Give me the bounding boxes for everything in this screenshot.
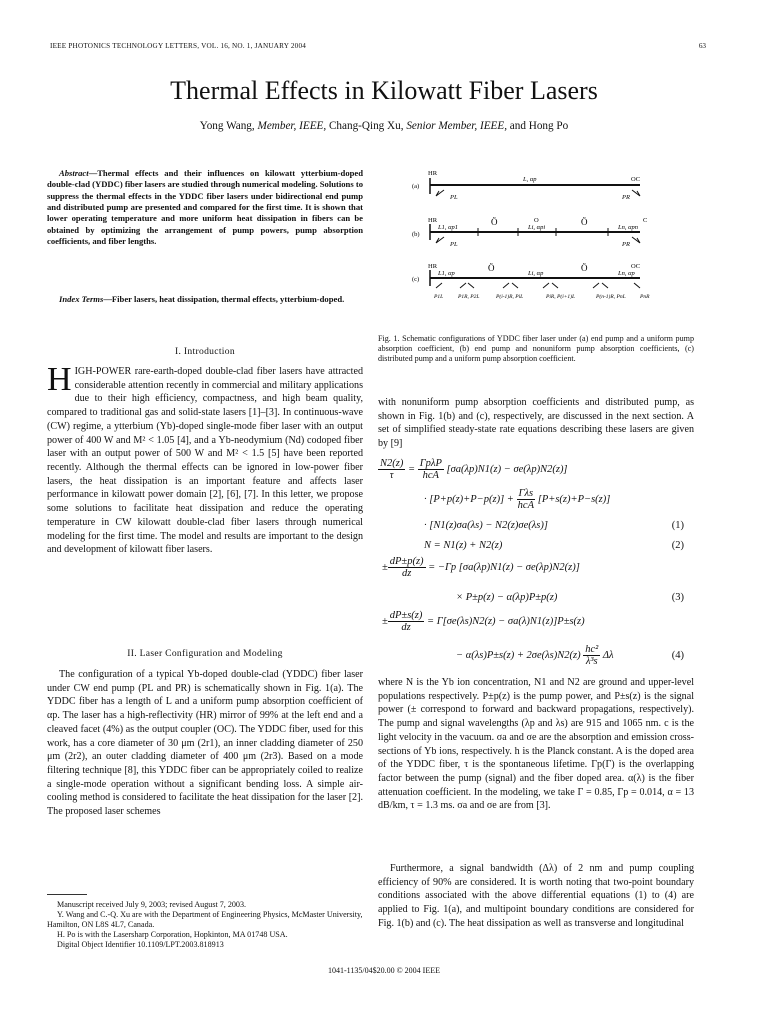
figure-1-schematic (378, 166, 694, 316)
author-3: and Hong Po (509, 120, 569, 132)
author-2-role: Senior Member, IEEE, (406, 120, 507, 132)
fig-b-l1: L1, αp1 (438, 224, 459, 231)
eq4-den: dz (401, 622, 411, 633)
copyright-footer: 1041-1135/04$20.00 © 2004 IEEE (328, 966, 440, 975)
equation-1-line-2 (424, 488, 610, 511)
fig-c-dots-1: Ö (488, 263, 495, 273)
eq4b-frac-den: λ³s (585, 656, 598, 667)
eq3-rest: = −Γp [σa(λp)N1(z) − σe(λp)N2(z)] (428, 561, 580, 573)
equation-1-line-1: $\frac{N2(z)}{\tau}$ = $\frac{\text{ΓpλP}}{\text{hcA}}$ [σa(λp)N1(z) − σe(λp)N2(z)] (380, 458, 568, 481)
fig-c-pump-5: P(n-1)R, PnL (596, 294, 626, 300)
abstract-label: Abstract (59, 168, 89, 178)
eq3-den: dz (401, 568, 412, 579)
section-2-heading: II. Laser Configuration and Modeling (127, 648, 283, 659)
fig-b-pr: PR (622, 241, 630, 248)
fig-a-oc: OC (631, 176, 641, 183)
fig-c-pump-3: P(i-1)R, PiL (496, 294, 524, 300)
eq1b: · [P+p(z)+P−p(z)] + (424, 493, 514, 505)
eq1-mid-num: ΓpλP (419, 458, 442, 469)
fig-b-ln: Ln, αpn (618, 224, 639, 231)
equation-4-line-1 (382, 610, 585, 633)
footnote-1: Manuscript received July 9, 2003; revised August 7, 2003. (57, 900, 247, 909)
fig-a-pr: PR (622, 194, 630, 201)
fig-c-oc: OC (631, 263, 641, 270)
eq4b-frac-num: hc² (585, 644, 599, 655)
fig-b-dots-2: Ö (581, 217, 588, 227)
fig-label-b: (b) (412, 231, 420, 238)
equation-3-line-2: × P±p(z) − α(λp)P±p(z) (456, 592, 558, 603)
fig-c-pump-4: PiR, P(i+1)L (546, 294, 576, 300)
right-paragraph-2: where N is the Yb ion concentration, N1 and N2 are ground and upper-level populations respectively. P±p(z) is the pump power, and P±s(z) is the signal power (± correspond to forward and backward propagations, respectively). The pump and signal wavelengths (λp and λs) are 915 and 1065 nm. c is the light velocity in the vacuum. σa and σe are the absorption and emission cross-sections of Yb ions, respectively. h is the Planck constant. A is the doped area of the YDDC fiber, τ is the spontaneous lifetime. Γp(Γ) is the overlapping factor between the pump (signal) and the fiber doped area. α(λ) is the fiber attenuation coefficient. In the modeling, we take Γ = 0.85, Γp = 0.014, α = 13 dB/km, τ = 1.3 ms. σa and σe are from [3]. (378, 677, 694, 812)
eq1-rest: [σa(λp)N1(z) − σe(λp)N2(z)] (446, 463, 568, 475)
right-paragraph-1: with nonuniform pump absorption coefficients and distributed pump, as shown in Fig. 1(b) and (c), respectively, are discussed in the next section. A set of simplified steady-state rate equations describing these lasers are given by [9] (378, 397, 694, 450)
fig-c-ln: Ln, αp (618, 270, 635, 277)
fig-a-pl: PL (450, 194, 458, 201)
abstract-text: —Thermal effects and their influences on kilowatt ytterbium-doped double-clad (YDDC) fiber lasers are studied through numerical modeling. Solutions to suppress the thermal effects in the YDDC fiber lasers under bidirectional end pump and distributed pump are presented and compared for the first time. It is shown that lower operating temperature and more uniform heat dissipation in fibers can be obtained by optimizing the arrangement of pump powers, pump absorption coefficients, and fiber lengths. (47, 168, 363, 247)
equation-4-line-2 (456, 644, 614, 667)
eq-number-4: (4) (671, 650, 684, 661)
fig-c-dots-2: Ö (581, 263, 588, 273)
right-paragraph-3: Furthermore, a signal bandwidth (Δλ) of 2 nm and pump coupling efficiency of 90% are considered. It is worth noting that two-point boundary conditions associated with the above differential equations (1) to (4) are applied to Fig. 1(a), and multipoint boundary conditions are considered for Fig. 1(b) and (c). The heat dissipation as well as transverse and longitudinal (378, 863, 694, 929)
fig-label-c: (c) (412, 276, 420, 283)
eq-number-3: (3) (671, 592, 684, 603)
author-1-role: Member, IEEE, (257, 120, 327, 132)
footnote-4: Digital Object Identifier 10.1109/LPT.2003.818913 (57, 940, 224, 950)
fig-b-hr: HR (428, 217, 438, 224)
fig-b-pl: PL (450, 241, 458, 248)
drop-cap: H (47, 361, 72, 398)
eq4b: − α(λs)P±s(z) + 2σe(λs)N2(z) (456, 649, 581, 661)
fig-b-c: C (643, 217, 648, 224)
author-line (0, 120, 768, 132)
fig-c-hr: HR (428, 263, 438, 270)
footnote-2: Y. Wang and C.-Q. Xu are with the Department of Engineering Physics, McMaster University, Hamilton, ON L8S 4L7, Canada. (47, 910, 363, 930)
index-terms-text: —Fiber lasers, heat dissipation, thermal effects, ytterbium-doped. (103, 294, 345, 304)
page-number: 63 (698, 42, 706, 50)
eq4b-tail: Δλ (602, 649, 614, 661)
fig-b-o: O (534, 217, 539, 224)
journal-header: IEEE PHOTONICS TECHNOLOGY LETTERS, VOL. 16, NO. 1, JANUARY 2004 (50, 42, 307, 50)
fig-b-dots-1: Ö (491, 217, 498, 227)
eq3-pm: ± (382, 561, 388, 573)
fig-c-pump-1: P1L (434, 294, 444, 300)
eq1b-rest: [P+s(z)+P−s(z)] (537, 493, 611, 505)
equation-2: N = N1(z) + N2(z) (424, 540, 503, 551)
index-terms-label: Index Terms (59, 294, 104, 304)
footnotes (47, 894, 363, 951)
fig-a-hr: HR (428, 170, 438, 177)
equation-1-line-3: · [N1(z)σa(λs) − N2(z)σe(λs)] (424, 520, 548, 531)
author-2: Chang-Qing Xu, (328, 120, 404, 132)
equation-3-line-1 (382, 556, 580, 579)
eq4-num: dP±s(z) (389, 610, 423, 621)
fig-c-l1: L1, αp (438, 270, 455, 277)
eq4-pm: ± (382, 615, 388, 627)
eq1b-frac-num: Γλs (518, 488, 534, 499)
eq1-mid-den: hcA (422, 470, 439, 481)
paper-title: Thermal Effects in Kilowatt Fiber Lasers (170, 76, 598, 105)
fig-c-li: Li, αp (528, 270, 544, 277)
section-2-paragraph: The configuration of a typical Yb-doped double-clad (YDDC) fiber laser under CW end pump (PL and PR) is schematically shown in Fig. 1(a). The YDDC fiber has a length of L and a uniform pump absorption coefficient of αp. The laser has a high-reflectivity (HR) mirror of 99% at the left end and a cleaved facet (4%) as the output coupler (OC). The YDDC fiber, used for this work, has a core diameter of 30 μm (2r1), an inner cladding diameter of 250 μm (2r2), an outer cladding diameter of 400 μm (2r3). Based on a mode filtering technique [8], this YDDC fiber can be appropriately coiled to realize a single-mode operation without a significant bending loss. A simple air-cooling method is considered to facilitate the heat dissipation for the laser [2]. The proposed laser schemes (47, 669, 363, 818)
section-1-body (47, 361, 363, 557)
fig-c-pump-6: PnR (640, 294, 650, 300)
section-2-body (47, 668, 363, 819)
eq3-num: dP±p(z) (389, 556, 424, 567)
fig-c-pump-2: P1R, P2L (458, 294, 480, 300)
author-1: Yong Wang, (199, 120, 255, 132)
fig-b-li: Li, αpi (528, 224, 546, 231)
fig-a-length: L, αp (523, 176, 537, 183)
footnote-3: H. Po is with the Lasersharp Corporation, Hopkinton, MA 01748 USA. (57, 930, 288, 940)
abstract (47, 168, 363, 247)
eq-number-1: (1) (671, 520, 684, 531)
index-terms (47, 294, 363, 305)
eq4-rest: = Γ[σe(λs)N2(z) − σa(λ)N1(z)]P±s(z) (426, 615, 585, 627)
section-1-paragraph: IGH-POWER rare-earth-doped double-clad fiber lasers have attracted considerable attention recently in commercial and military applications due to their high efficiency, compactness, and high beam quality, compared to traditional gas and solid-state lasers [1]–[3]. In continuous-wave (CW) regime, a ytterbium (Yb)-doped single-mode fiber laser with an output power of 400 W and M² < 1.05 [4], and a Yb-neodymium (Nd) codoped fiber laser with an output power of 500 W and M² < 1.5 [5] have been reported recently. Although the thermal effects can be ignored in low-power fiber lasers, the heat dissipation is an important feature and affects laser performance in kilowatt power domain [2], [6], [7]. In this letter, we propose some solutions to facilitate heat dissipation and reduce the operating temperature in CW kilowatt double-clad fiber lasers through numerical modeling for the first time. The model and results are important to the design and development of kilowatt fiber lasers. (47, 366, 363, 556)
eq1-lhs-num: N2(z) (380, 458, 404, 469)
eq1-lhs-den: τ (389, 470, 394, 481)
figure-1-caption: Fig. 1. Schematic configurations of YDDC fiber laser under (a) end pump and a uniform pump absorption coefficient, (b) end pump and nonuniform pump absorption coefficients, (c) distributed pump and a uniform pump absorption coefficient. (378, 334, 694, 364)
eq1b-frac-den: hcA (517, 500, 534, 511)
section-1-heading: I. Introduction (175, 346, 235, 357)
eq-number-2: (2) (671, 540, 684, 551)
fig-label-a: (a) (412, 183, 420, 190)
